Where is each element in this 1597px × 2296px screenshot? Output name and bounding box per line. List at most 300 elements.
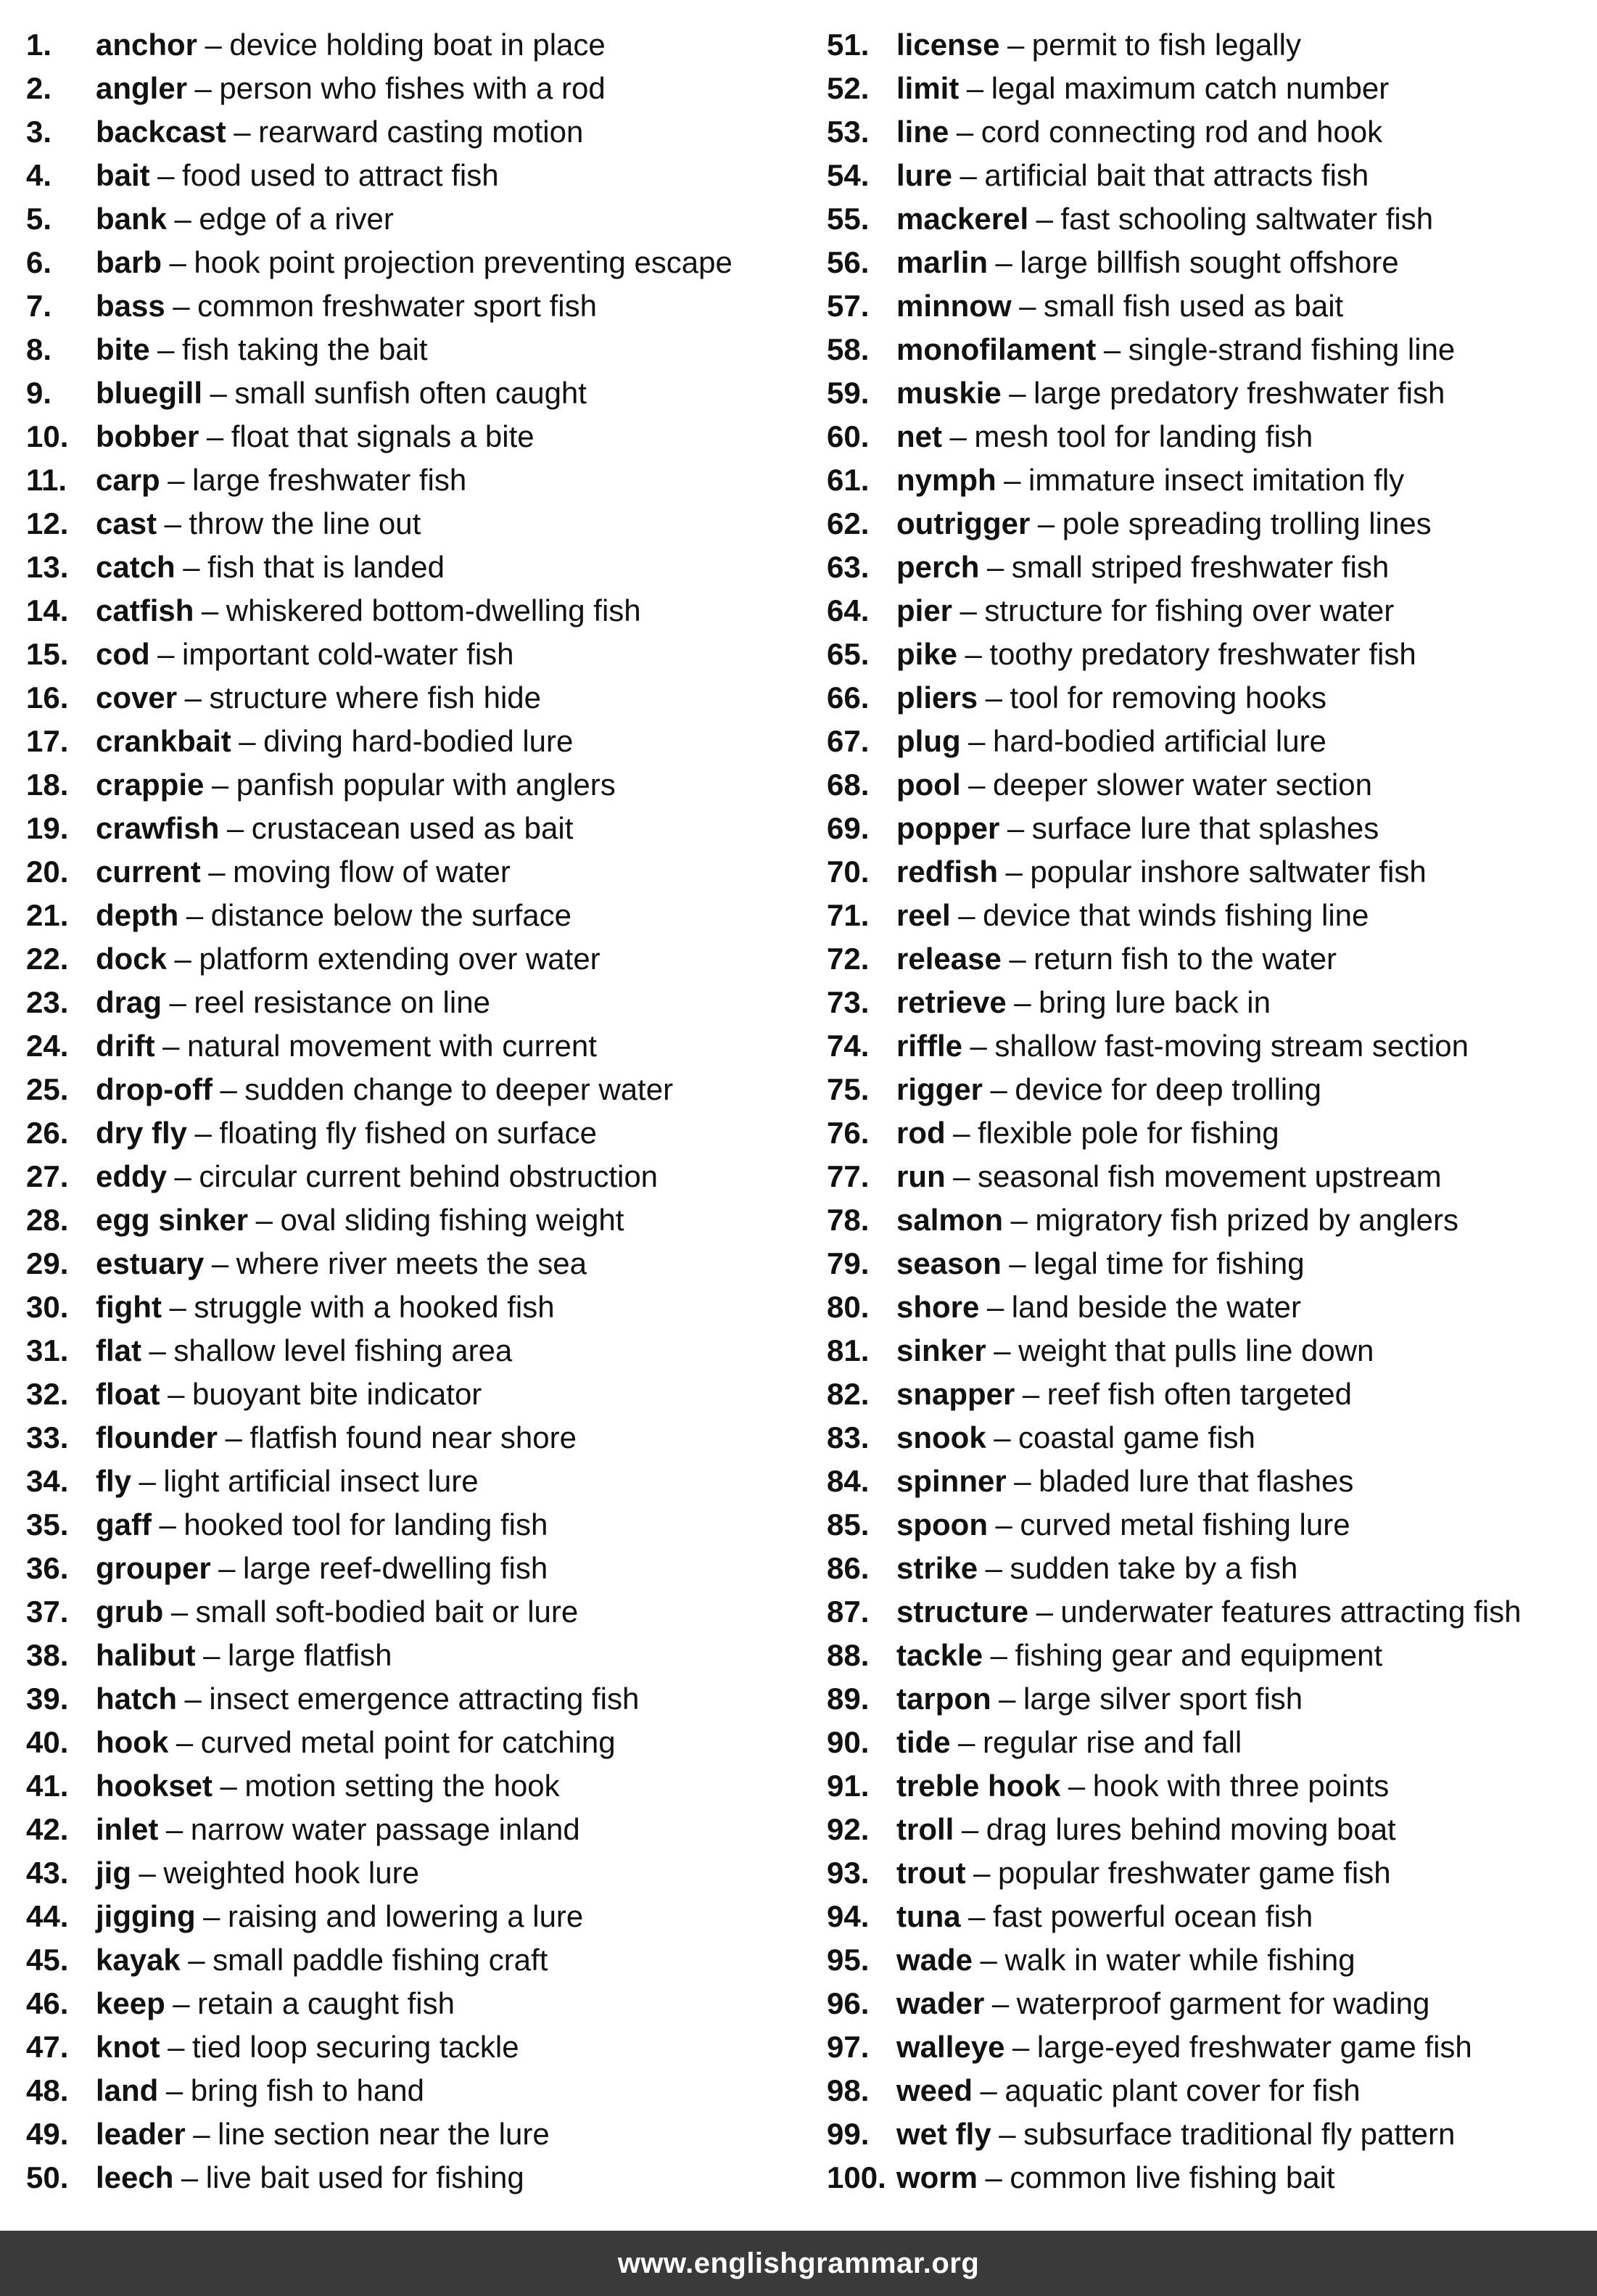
item-separator: – [994, 1420, 1011, 1454]
list-item [827, 1285, 1588, 1329]
item-term: tuna [896, 1899, 961, 1933]
item-definition: aquatic plant cover for fish [1004, 2073, 1361, 2107]
list-item [26, 1808, 802, 1851]
item-definition: raising and lowering a lure [228, 1899, 584, 1933]
item-text [96, 1547, 548, 1590]
item-separator: – [985, 680, 1002, 715]
item-separator: – [234, 115, 251, 149]
item-text [96, 546, 445, 589]
item-number: 18. [26, 768, 69, 802]
item-number: 91. [827, 1769, 870, 1803]
item-text [896, 720, 1326, 763]
item-text [896, 241, 1399, 284]
item-separator: – [999, 2117, 1016, 2151]
item-definition: tool for removing hooks [1010, 680, 1326, 715]
item-definition: common live fishing bait [1010, 2160, 1335, 2194]
item-term: barb [96, 245, 162, 279]
item-text [896, 1634, 1382, 1677]
item-term: cod [96, 637, 150, 671]
item-term: flounder [96, 1420, 218, 1454]
item-separator: – [211, 768, 229, 802]
item-number: 10. [26, 419, 69, 453]
item-definition: coastal game fish [1018, 1420, 1255, 1454]
item-term: catch [96, 550, 176, 584]
item-text [896, 2112, 1455, 2156]
item-term: catfish [96, 593, 194, 628]
item-separator: – [1010, 1203, 1028, 1237]
list-item [827, 1111, 1588, 1155]
list-item [827, 1721, 1588, 1764]
item-separator: – [1014, 1464, 1031, 1498]
item-number: 98. [827, 2073, 870, 2107]
item-text [96, 1590, 578, 1634]
item-term: tackle [896, 1638, 983, 1672]
item-term: crankbait [96, 724, 231, 758]
item-definition: small fish used as bait [1044, 289, 1344, 323]
item-definition: return fish to the water [1033, 942, 1337, 976]
item-definition: large freshwater fish [192, 463, 467, 497]
website-link[interactable]: www.englishgrammar.org [617, 2247, 980, 2279]
item-text [896, 1329, 1374, 1373]
item-number: 5. [26, 202, 52, 236]
item-definition: reef fish often targeted [1047, 1377, 1353, 1411]
item-separator: – [186, 898, 204, 932]
item-number: 41. [26, 1769, 69, 1803]
item-separator: – [157, 332, 175, 366]
item-definition: circular current behind obstruction [199, 1159, 659, 1193]
item-separator: – [958, 898, 975, 932]
list-item [827, 67, 1588, 110]
item-separator: – [183, 550, 200, 584]
list-item [26, 23, 802, 67]
item-number: 76. [827, 1116, 870, 1150]
item-separator: – [1019, 289, 1036, 323]
item-definition: common freshwater sport fish [197, 289, 597, 323]
item-text [96, 763, 616, 807]
item-definition: underwater features attracting fish [1060, 1595, 1522, 1629]
item-text [896, 502, 1432, 546]
item-definition: popular freshwater game fish [998, 1856, 1391, 1890]
item-number: 4. [26, 158, 52, 192]
item-text [96, 2025, 519, 2069]
item-text [96, 502, 421, 546]
list-item [827, 1851, 1588, 1895]
item-definition: struggle with a hooked fish [194, 1290, 555, 1324]
list-item [827, 850, 1588, 894]
item-number: 95. [827, 1943, 870, 1977]
item-term: walleye [896, 2030, 1005, 2064]
item-separator: – [1014, 985, 1031, 1019]
item-separator: – [1004, 463, 1021, 497]
item-text [896, 1547, 1297, 1590]
left-column [26, 23, 802, 2200]
item-term: rigger [896, 1072, 983, 1106]
list-item [827, 1764, 1588, 1808]
list-item [827, 1808, 1588, 1851]
item-separator: – [168, 1377, 185, 1411]
item-definition: migratory fish prized by anglers [1035, 1203, 1458, 1237]
item-definition: rearward casting motion [258, 115, 584, 149]
list-item [26, 284, 802, 328]
item-term: cover [96, 680, 178, 715]
list-item [26, 894, 802, 937]
item-text [96, 937, 601, 981]
item-number: 12. [26, 506, 69, 540]
item-separator: – [986, 550, 1004, 584]
item-text [96, 1808, 580, 1851]
item-separator: – [968, 768, 986, 802]
list-item [827, 458, 1588, 502]
item-text [896, 1198, 1458, 1242]
item-separator: – [225, 1420, 242, 1454]
item-number: 34. [26, 1464, 69, 1498]
item-definition: small striped freshwater fish [1011, 550, 1390, 584]
item-text [896, 1764, 1389, 1808]
list-item [26, 981, 802, 1024]
list-item [26, 589, 802, 633]
item-number: 8. [26, 332, 52, 366]
item-text [96, 1068, 673, 1111]
list-item [827, 1024, 1588, 1068]
item-separator: – [980, 1943, 997, 1977]
list-item [26, 546, 802, 589]
item-separator: – [990, 1072, 1007, 1106]
list-item [26, 110, 802, 154]
item-separator: – [205, 28, 222, 62]
item-separator: – [973, 1856, 991, 1890]
item-separator: – [203, 1638, 220, 1672]
item-separator: – [968, 1899, 986, 1933]
list-item [26, 1982, 802, 2025]
item-text [896, 2025, 1472, 2069]
item-separator: – [194, 1116, 212, 1150]
item-term: bobber [96, 419, 199, 453]
item-number: 33. [26, 1420, 69, 1454]
list-item [827, 284, 1588, 328]
item-term: nymph [896, 463, 996, 497]
item-separator: – [958, 1725, 975, 1759]
item-text [896, 894, 1369, 937]
item-definition: toothy predatory freshwater fish [989, 637, 1416, 671]
item-separator: – [157, 637, 175, 671]
item-term: gaff [96, 1507, 152, 1542]
item-term: jigging [96, 1899, 196, 1933]
list-item [827, 502, 1588, 546]
item-definition: legal maximum catch number [991, 71, 1390, 105]
item-definition: insect emergence attracting fish [209, 1682, 640, 1716]
item-text [896, 633, 1416, 676]
item-text [96, 1895, 583, 1938]
item-term: monofilament [896, 332, 1097, 366]
item-term: dry fly [96, 1116, 188, 1150]
item-number: 37. [26, 1595, 69, 1629]
item-separator: – [139, 1856, 156, 1890]
list-item [827, 1982, 1588, 2025]
item-definition: large-eyed freshwater game fish [1036, 2030, 1472, 2064]
item-separator: – [184, 1682, 202, 1716]
item-term: trout [896, 1856, 966, 1890]
item-number: 15. [26, 637, 69, 671]
item-text [896, 937, 1337, 981]
item-definition: large silver sport fish [1023, 1682, 1303, 1716]
item-number: 92. [827, 1812, 870, 1846]
item-number: 21. [26, 898, 69, 932]
list-item [827, 2112, 1588, 2156]
item-definition: buoyant bite indicator [192, 1377, 482, 1411]
list-item [26, 807, 802, 850]
list-item [26, 502, 802, 546]
item-text [96, 850, 511, 894]
list-item [26, 1373, 802, 1416]
list-item [26, 1895, 802, 1938]
item-text [896, 1677, 1303, 1721]
list-item [26, 633, 802, 676]
item-text [896, 1416, 1255, 1460]
item-term: kayak [96, 1943, 181, 1977]
item-text [96, 1155, 658, 1198]
list-item [26, 1068, 802, 1111]
item-text [96, 154, 499, 197]
item-number: 83. [827, 1420, 870, 1454]
item-separator: – [994, 1333, 1011, 1367]
item-number: 81. [827, 1333, 870, 1367]
item-text [896, 1851, 1391, 1895]
list-item [827, 1677, 1588, 1721]
item-definition: panfish popular with anglers [236, 768, 616, 802]
item-term: pool [896, 768, 961, 802]
item-separator: – [956, 115, 974, 149]
list-item [827, 1242, 1588, 1285]
list-item [26, 1851, 802, 1895]
list-item [26, 1590, 802, 1634]
list-item [827, 1634, 1588, 1677]
item-number: 39. [26, 1682, 69, 1716]
item-text [896, 110, 1382, 154]
item-separator: – [1009, 942, 1026, 976]
item-number: 82. [827, 1377, 870, 1411]
list-item [827, 1198, 1588, 1242]
item-term: crappie [96, 768, 205, 802]
list-item [827, 154, 1588, 197]
item-text [896, 1590, 1521, 1634]
item-separator: – [162, 1029, 180, 1063]
item-text [96, 1198, 624, 1242]
item-term: strike [896, 1551, 978, 1585]
item-term: salmon [896, 1203, 1004, 1237]
item-number: 71. [827, 898, 870, 932]
item-term: leader [96, 2117, 186, 2151]
item-separator: – [970, 1029, 987, 1063]
item-number: 89. [827, 1682, 870, 1716]
item-number: 56. [827, 245, 870, 279]
list-item [26, 371, 802, 415]
item-term: drift [96, 1029, 155, 1063]
item-number: 35. [26, 1507, 69, 1542]
item-text [896, 1285, 1301, 1329]
item-term: flat [96, 1333, 141, 1367]
item-number: 27. [26, 1159, 69, 1193]
item-term: marlin [896, 245, 989, 279]
item-definition: throw the line out [189, 506, 421, 540]
item-term: snook [896, 1420, 986, 1454]
item-definition: crustacean used as bait [251, 811, 574, 845]
item-text [96, 1634, 392, 1677]
item-term: outrigger [896, 506, 1031, 540]
item-number: 6. [26, 245, 52, 279]
list-item [26, 197, 802, 241]
item-term: bait [96, 158, 150, 192]
item-number: 61. [827, 463, 870, 497]
item-separator: – [170, 1595, 189, 1629]
item-separator: – [169, 245, 186, 279]
item-term: shore [896, 1290, 980, 1324]
item-term: egg sinker [96, 1203, 249, 1237]
item-separator: – [991, 1986, 1010, 2020]
item-definition: distance below the surface [210, 898, 571, 932]
list-item [827, 937, 1588, 981]
item-text [896, 763, 1372, 807]
item-number: 64. [827, 593, 870, 628]
list-item [827, 1329, 1588, 1373]
item-term: bite [96, 332, 150, 366]
list-item [26, 1024, 802, 1068]
item-number: 93. [827, 1856, 870, 1890]
item-text [96, 981, 490, 1024]
item-text [96, 633, 514, 676]
item-text [896, 676, 1326, 720]
item-definition: hard-bodied artificial lure [993, 724, 1326, 758]
item-separator: – [966, 71, 984, 105]
item-number: 38. [26, 1638, 69, 1672]
item-definition: small sunfish often caught [234, 376, 587, 410]
item-definition: fish that is landed [207, 550, 445, 584]
item-definition: immature insect imitation fly [1028, 463, 1405, 497]
item-text [96, 415, 535, 458]
item-term: minnow [896, 289, 1012, 323]
item-term: inlet [96, 1812, 159, 1846]
item-number: 72. [827, 942, 870, 976]
item-text [896, 197, 1433, 241]
item-term: mackerel [896, 202, 1029, 236]
list-item [827, 1155, 1588, 1198]
item-text [96, 1764, 560, 1808]
item-separator: – [218, 1551, 236, 1585]
item-definition: large predatory freshwater fish [1033, 376, 1445, 410]
item-number: 63. [827, 550, 870, 584]
item-separator: – [1103, 332, 1121, 366]
item-separator: – [203, 1899, 220, 1933]
item-text [96, 110, 583, 154]
item-definition: fishing gear and equipment [1015, 1638, 1383, 1672]
item-definition: regular rise and fall [983, 1725, 1242, 1759]
item-separator: – [1036, 202, 1054, 236]
item-separator: – [990, 1638, 1007, 1672]
item-definition: oval sliding fishing weight [280, 1203, 624, 1237]
list-item [26, 154, 802, 197]
item-text [896, 1460, 1353, 1503]
item-text [896, 1068, 1321, 1111]
item-separator: – [174, 942, 191, 976]
item-term: bank [96, 202, 168, 236]
item-definition: device holding boat in place [229, 28, 606, 62]
item-number: 100. [827, 2160, 886, 2194]
item-number: 68. [827, 768, 870, 802]
list-item [827, 763, 1588, 807]
item-text [896, 284, 1343, 328]
item-definition: weighted hook lure [163, 1856, 419, 1890]
item-separator: – [169, 1290, 186, 1324]
item-number: 69. [827, 811, 870, 845]
item-separator: – [1005, 855, 1023, 889]
item-number: 84. [827, 1464, 870, 1498]
item-text [896, 1242, 1305, 1285]
list-item [827, 1590, 1588, 1634]
item-separator: – [953, 1116, 970, 1150]
item-number: 58. [827, 332, 870, 366]
list-item [827, 1373, 1588, 1416]
item-definition: reel resistance on line [194, 985, 490, 1019]
item-number: 65. [827, 637, 870, 671]
item-term: bass [96, 289, 165, 323]
item-definition: small soft-bodied bait or lure [195, 1595, 579, 1629]
item-definition: flexible pole for fishing [978, 1116, 1279, 1150]
item-separator: – [985, 1551, 1002, 1585]
item-text [896, 458, 1404, 502]
list-item [827, 328, 1588, 371]
item-separator: – [206, 419, 224, 453]
item-text [896, 371, 1445, 415]
item-definition: walk in water while fishing [1004, 1943, 1355, 1977]
item-definition: popular inshore saltwater fish [1030, 855, 1427, 889]
item-separator: – [1009, 1246, 1026, 1280]
item-number: 14. [26, 593, 69, 628]
list-item [26, 937, 802, 981]
item-separator: – [995, 1507, 1012, 1542]
list-item [26, 2112, 802, 2156]
item-number: 28. [26, 1203, 69, 1237]
item-text [896, 328, 1455, 371]
item-definition: fast powerful ocean fish [993, 1899, 1313, 1933]
list-item [26, 1503, 802, 1547]
item-number: 88. [827, 1638, 870, 1672]
item-number: 31. [26, 1333, 69, 1367]
item-text [896, 807, 1379, 850]
item-text [896, 546, 1389, 589]
item-definition: pole spreading trolling lines [1062, 506, 1432, 540]
item-separator: – [980, 2073, 997, 2107]
item-term: run [896, 1159, 946, 1193]
item-text [96, 1677, 639, 1721]
list-item [26, 241, 802, 284]
list-item [827, 546, 1588, 589]
item-text [96, 23, 606, 67]
item-definition: flatfish found near shore [249, 1420, 577, 1454]
item-number: 23. [26, 985, 69, 1019]
item-number: 78. [827, 1203, 870, 1237]
item-term: fight [96, 1290, 162, 1324]
item-definition: retain a caught fish [197, 1986, 455, 2020]
item-term: crawfish [96, 811, 220, 845]
list-item [827, 1068, 1588, 1111]
item-separator: – [255, 1203, 273, 1237]
item-definition: hook with three points [1092, 1769, 1390, 1803]
item-separator: – [210, 376, 227, 410]
item-number: 43. [26, 1856, 69, 1890]
item-term: redfish [896, 855, 999, 889]
item-definition: large billfish sought offshore [1020, 245, 1399, 279]
item-definition: platform extending over water [199, 942, 601, 976]
item-text [896, 1721, 1242, 1764]
